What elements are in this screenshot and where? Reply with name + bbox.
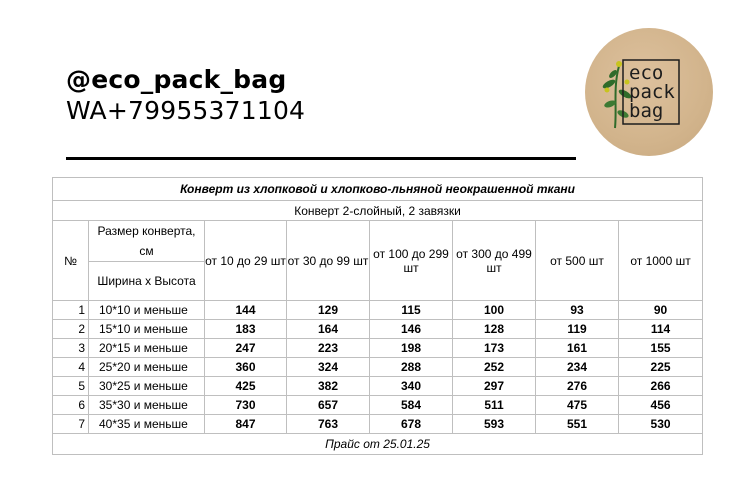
- table-row: [53, 320, 703, 339]
- price-cell: 511: [453, 396, 536, 415]
- price-cell: 247: [205, 339, 287, 358]
- price-cell: 100: [453, 301, 536, 320]
- price-cell: 128: [453, 320, 536, 339]
- price-cell: 234: [536, 358, 619, 377]
- table-row: [53, 415, 703, 434]
- table-row: [53, 358, 703, 377]
- table-row: [53, 301, 703, 320]
- price-cell: 530: [619, 415, 703, 434]
- header-tier-6: от 1000 шт: [619, 221, 703, 301]
- row-number: 2: [53, 320, 89, 339]
- price-cell: 475: [536, 396, 619, 415]
- header-size: Размер конверта, см: [89, 221, 205, 262]
- row-size: 40*35 и меньше: [89, 415, 205, 434]
- price-cell: 657: [287, 396, 370, 415]
- price-cell: 288: [370, 358, 453, 377]
- row-number: 5: [53, 377, 89, 396]
- header-tier-4: от 300 до 499 шт: [453, 221, 536, 301]
- price-cell: 456: [619, 396, 703, 415]
- price-cell: 551: [536, 415, 619, 434]
- table-row: [53, 377, 703, 396]
- row-size: 10*10 и меньше: [89, 301, 205, 320]
- price-cell: 763: [287, 415, 370, 434]
- table-title: Конверт из хлопковой и хлопково-льняной неокрашенной ткани: [53, 178, 703, 201]
- price-cell: 297: [453, 377, 536, 396]
- price-cell: 129: [287, 301, 370, 320]
- table-subtitle: Конверт 2-слойный, 2 завязки: [53, 201, 703, 221]
- table-row: [53, 339, 703, 358]
- price-cell: 847: [205, 415, 287, 434]
- divider-line: [66, 157, 576, 160]
- row-size: 25*20 и меньше: [89, 358, 205, 377]
- brand-logo: [585, 28, 713, 156]
- price-cell: 155: [619, 339, 703, 358]
- row-size: 20*15 и меньше: [89, 339, 205, 358]
- price-cell: 183: [205, 320, 287, 339]
- price-table: [52, 177, 703, 455]
- header-number: №: [53, 221, 89, 301]
- price-cell: 252: [453, 358, 536, 377]
- row-number: 6: [53, 396, 89, 415]
- header-tier-5: от 500 шт: [536, 221, 619, 301]
- price-cell: 678: [370, 415, 453, 434]
- price-cell: 266: [619, 377, 703, 396]
- header-tier-1: от 10 до 29 шт: [205, 221, 287, 301]
- price-cell: 173: [453, 339, 536, 358]
- price-cell: 584: [370, 396, 453, 415]
- price-cell: 225: [619, 358, 703, 377]
- row-number: 3: [53, 339, 89, 358]
- price-cell: 93: [536, 301, 619, 320]
- price-cell: 114: [619, 320, 703, 339]
- table-row: [53, 396, 703, 415]
- price-cell: 425: [205, 377, 287, 396]
- header-tier-3: от 100 до 299 шт: [370, 221, 453, 301]
- logo-word-pack: pack: [629, 81, 675, 103]
- price-cell: 161: [536, 339, 619, 358]
- price-cell: 164: [287, 320, 370, 339]
- header-size-dims: Ширина х Высота: [89, 262, 205, 301]
- price-cell: 340: [370, 377, 453, 396]
- logo-word-bag: bag: [629, 100, 664, 122]
- price-cell: 119: [536, 320, 619, 339]
- price-cell: 360: [205, 358, 287, 377]
- row-size: 30*25 и меньше: [89, 377, 205, 396]
- price-cell: 90: [619, 301, 703, 320]
- price-cell: 382: [287, 377, 370, 396]
- price-cell: 146: [370, 320, 453, 339]
- whatsapp-phone: WA+79955371104: [66, 96, 306, 125]
- row-size: 15*10 и меньше: [89, 320, 205, 339]
- price-cell: 276: [536, 377, 619, 396]
- row-size: 35*30 и меньше: [89, 396, 205, 415]
- row-number: 4: [53, 358, 89, 377]
- header-tier-2: от 30 до 99 шт: [287, 221, 370, 301]
- price-cell: 730: [205, 396, 287, 415]
- logo-word-eco: eco: [629, 62, 664, 84]
- price-date: Прайс от 25.01.25: [53, 434, 703, 455]
- price-cell: 115: [370, 301, 453, 320]
- price-cell: 324: [287, 358, 370, 377]
- price-cell: 593: [453, 415, 536, 434]
- price-cell: 198: [370, 339, 453, 358]
- instagram-handle: @eco_pack_bag: [66, 65, 287, 94]
- row-number: 7: [53, 415, 89, 434]
- price-cell: 144: [205, 301, 287, 320]
- price-cell: 223: [287, 339, 370, 358]
- row-number: 1: [53, 301, 89, 320]
